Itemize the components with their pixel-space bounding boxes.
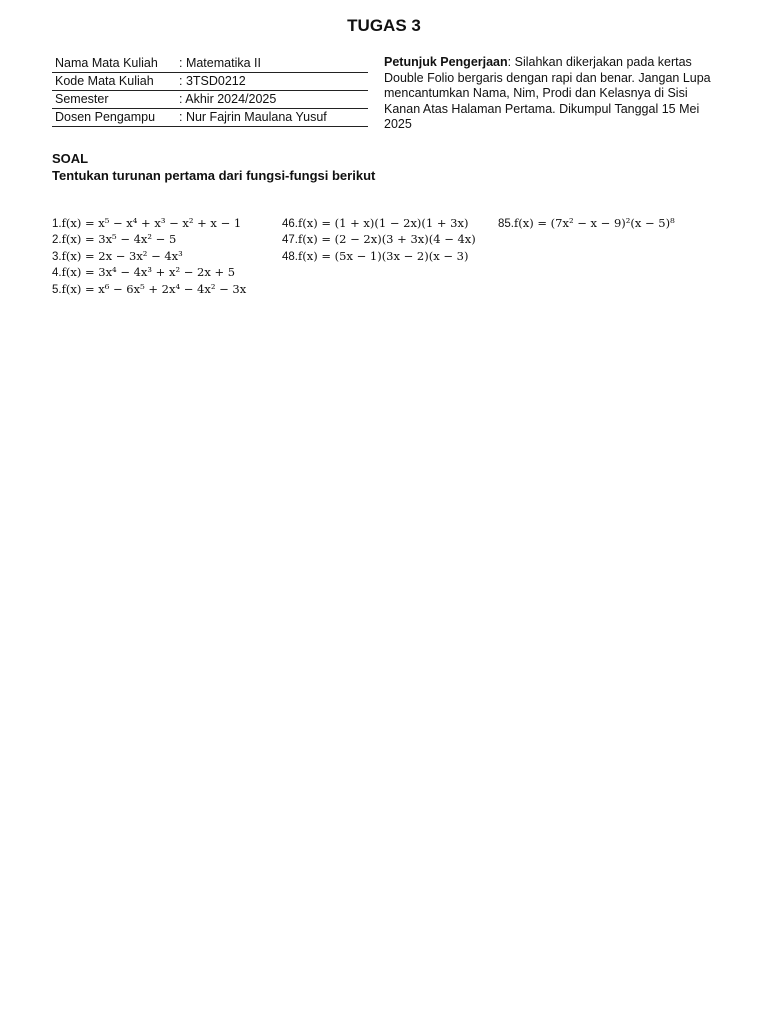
- info-value: : Nur Fajrin Maulana Yusuf: [176, 109, 368, 127]
- problem-number: 1.: [52, 218, 62, 230]
- problem-function: f(x) = x⁶ − 6x⁵ + 2x⁴ − 4x² − 3x: [61, 281, 247, 296]
- problem-number: 4.: [52, 267, 62, 280]
- info-key: Semester: [52, 91, 176, 109]
- problem-function: f(x) = (7x² − x − 9)²(x − 5)⁸: [514, 216, 675, 230]
- info-key: Dosen Pengampu: [52, 109, 176, 127]
- problem-item: [52, 249, 277, 265]
- problem-item: [52, 232, 277, 248]
- problem-item: [282, 216, 497, 232]
- problem-number: 46.: [282, 218, 298, 230]
- info-key: Kode Mata Kuliah: [52, 73, 176, 91]
- soal-heading: SOAL: [52, 151, 89, 166]
- info-value: : Matematika II: [176, 55, 368, 73]
- info-value: : Akhir 2024/2025: [176, 91, 368, 109]
- problem-number: 85.: [498, 218, 514, 230]
- problem-function: f(x) = 3x⁵ − 4x² − 5: [61, 232, 177, 247]
- problem-item: [52, 282, 277, 298]
- problem-function: f(x) = 3x⁴ − 4x³ + x² − 2x + 5: [61, 265, 236, 280]
- problem-function: f(x) = 2x − 3x² − 4x³: [61, 248, 183, 263]
- info-row: [52, 91, 368, 109]
- problem-function: f(x) = (1 + x)(1 − 2x)(1 + 3x): [298, 216, 469, 230]
- instructions-block: [384, 55, 724, 133]
- page-title: TUGAS 3: [347, 16, 421, 35]
- problem-column-1: [52, 216, 277, 298]
- problem-item: [282, 232, 497, 248]
- problem-number: 5.: [52, 283, 62, 296]
- problem-number: 47.: [282, 234, 298, 247]
- course-info-table: [52, 55, 368, 127]
- problem-column-2: [282, 216, 497, 265]
- problem-column-3: [498, 216, 748, 232]
- instructions-label: Petunjuk Pengerjaan: [384, 55, 508, 69]
- problem-item: [498, 216, 748, 232]
- instructions-text: : Silahkan dikerjakan pada kertas Double Folio bergaris dengan rapi dan benar. Jangan Lupa mencantumkan Nama, Nim, Prodi dan Kelasnya di Sisi Kanan Atas Halaman Pertama. Dikumpul Tanggal 15 Mei 2025: [384, 55, 711, 131]
- problem-function: f(x) = (5x − 1)(3x − 2)(x − 3): [298, 248, 469, 263]
- problem-item: [52, 216, 277, 232]
- problem-function: f(x) = (2 − 2x)(3 + 3x)(4 − 4x): [298, 232, 476, 247]
- problem-number: 3.: [52, 250, 62, 263]
- info-row: [52, 55, 368, 73]
- info-value: : 3TSD0212: [176, 73, 368, 91]
- problem-number: 2.: [52, 234, 62, 247]
- soal-block: [52, 150, 375, 184]
- info-key: Nama Mata Kuliah: [52, 55, 176, 73]
- problem-number: 48.: [282, 250, 298, 263]
- problem-function: f(x) = x⁵ − x⁴ + x³ − x² + x − 1: [61, 216, 242, 230]
- soal-instruction: Tentukan turunan pertama dari fungsi-fungsi berikut: [52, 168, 376, 183]
- problem-item: [52, 265, 277, 281]
- info-row: [52, 109, 368, 127]
- problem-item: [282, 249, 497, 265]
- info-row: [52, 73, 368, 91]
